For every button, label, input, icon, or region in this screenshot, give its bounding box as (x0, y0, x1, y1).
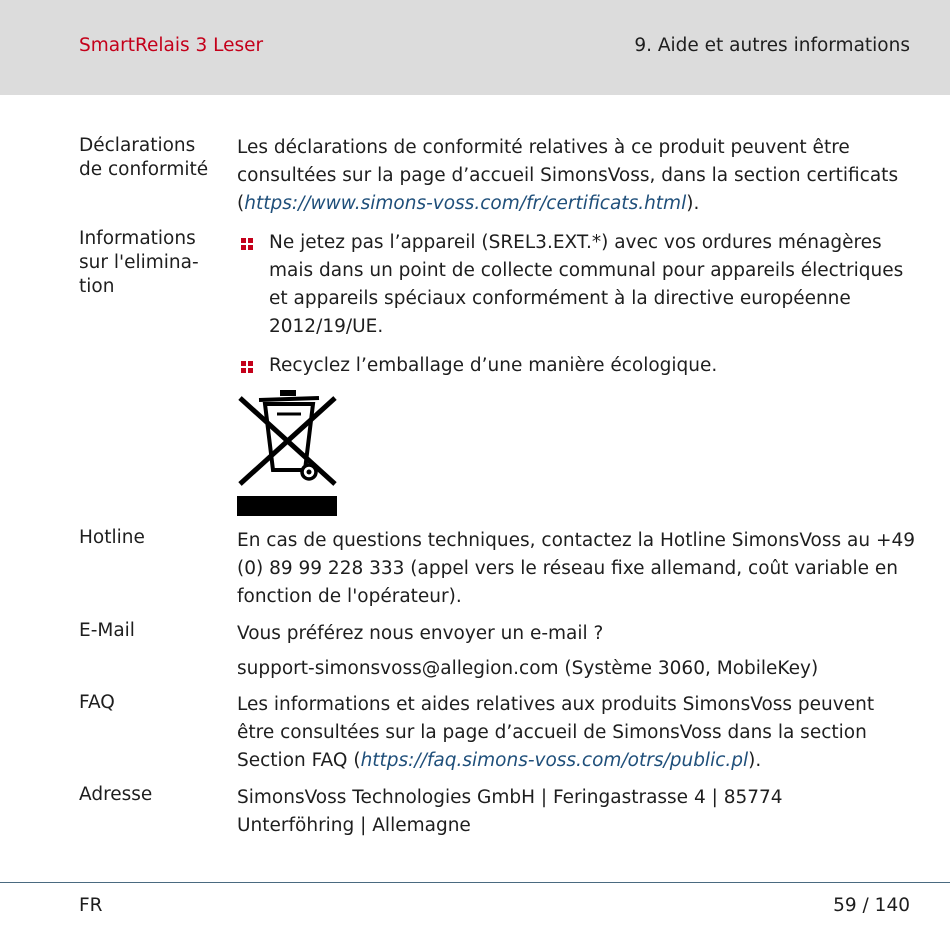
label-declarations: Déclarations de conformité (79, 135, 209, 180)
bullet-icon (241, 238, 254, 251)
page-number: 59 / 140 (833, 895, 910, 916)
chapter-title: 9. Aide et autres informations (634, 35, 910, 56)
label-faq: FAQ (79, 692, 115, 713)
footer-divider (0, 882, 950, 883)
page-header (0, 0, 950, 95)
email-address: support-simonsvoss@allegion.com (Système 3060, MobileKey) (237, 658, 819, 679)
footer-language: FR (79, 895, 103, 916)
email-prompt: Vous préférez nous envoyer un e-mail ? (237, 623, 604, 644)
faq-text: Les informations et aides relatives aux produits SimonsVoss peuvent être consultées sur la page d’accueil de SimonsVoss dans la section Section FAQ (https://faq.simons-voss.com/otrs/public.pl). (237, 694, 875, 771)
disposal-bullet-2: Recyclez l’emballage d’une manière écologique. (237, 352, 917, 380)
product-name: SmartRelais 3 Leser (79, 35, 264, 56)
weee-crossed-bin-icon (237, 388, 337, 516)
declarations-text: Les déclarations de conformité relatives à ce produit peuvent être consultées sur la page d’accueil SimonsVoss, dans la section certificats (https://www.simons-voss.com/fr/certificats.html). (237, 137, 899, 214)
disposal-bullet-1: Ne jetez pas l’appareil (SREL3.EXT.*) avec vos ordures ménagères mais dans un point de collecte communal pour appareils électriques et appareils spéciaux conformément à la directive européenne 2012/19/UE. (237, 229, 917, 341)
label-disposal: Informations sur l'elimina-tion (79, 228, 199, 297)
faq-link[interactable]: https://faq.simons-voss.com/otrs/public.pl (360, 750, 749, 771)
bullet-icon (241, 361, 254, 374)
address-text: SimonsVoss Technologies GmbH | Feringastrasse 4 | 85774 Unterföhring | Allemagne (237, 787, 783, 836)
label-email: E-Mail (79, 620, 135, 641)
label-hotline: Hotline (79, 527, 145, 548)
label-address: Adresse (79, 784, 153, 805)
hotline-text: En cas de questions techniques, contactez la Hotline SimonsVoss au +49 (0) 89 99 228 333 (appel vers le réseau fixe allemand, coût variable en fonction de l'opérateur). (237, 530, 915, 607)
certificates-link[interactable]: https://www.simons-voss.com/fr/certificats.html (244, 193, 687, 214)
